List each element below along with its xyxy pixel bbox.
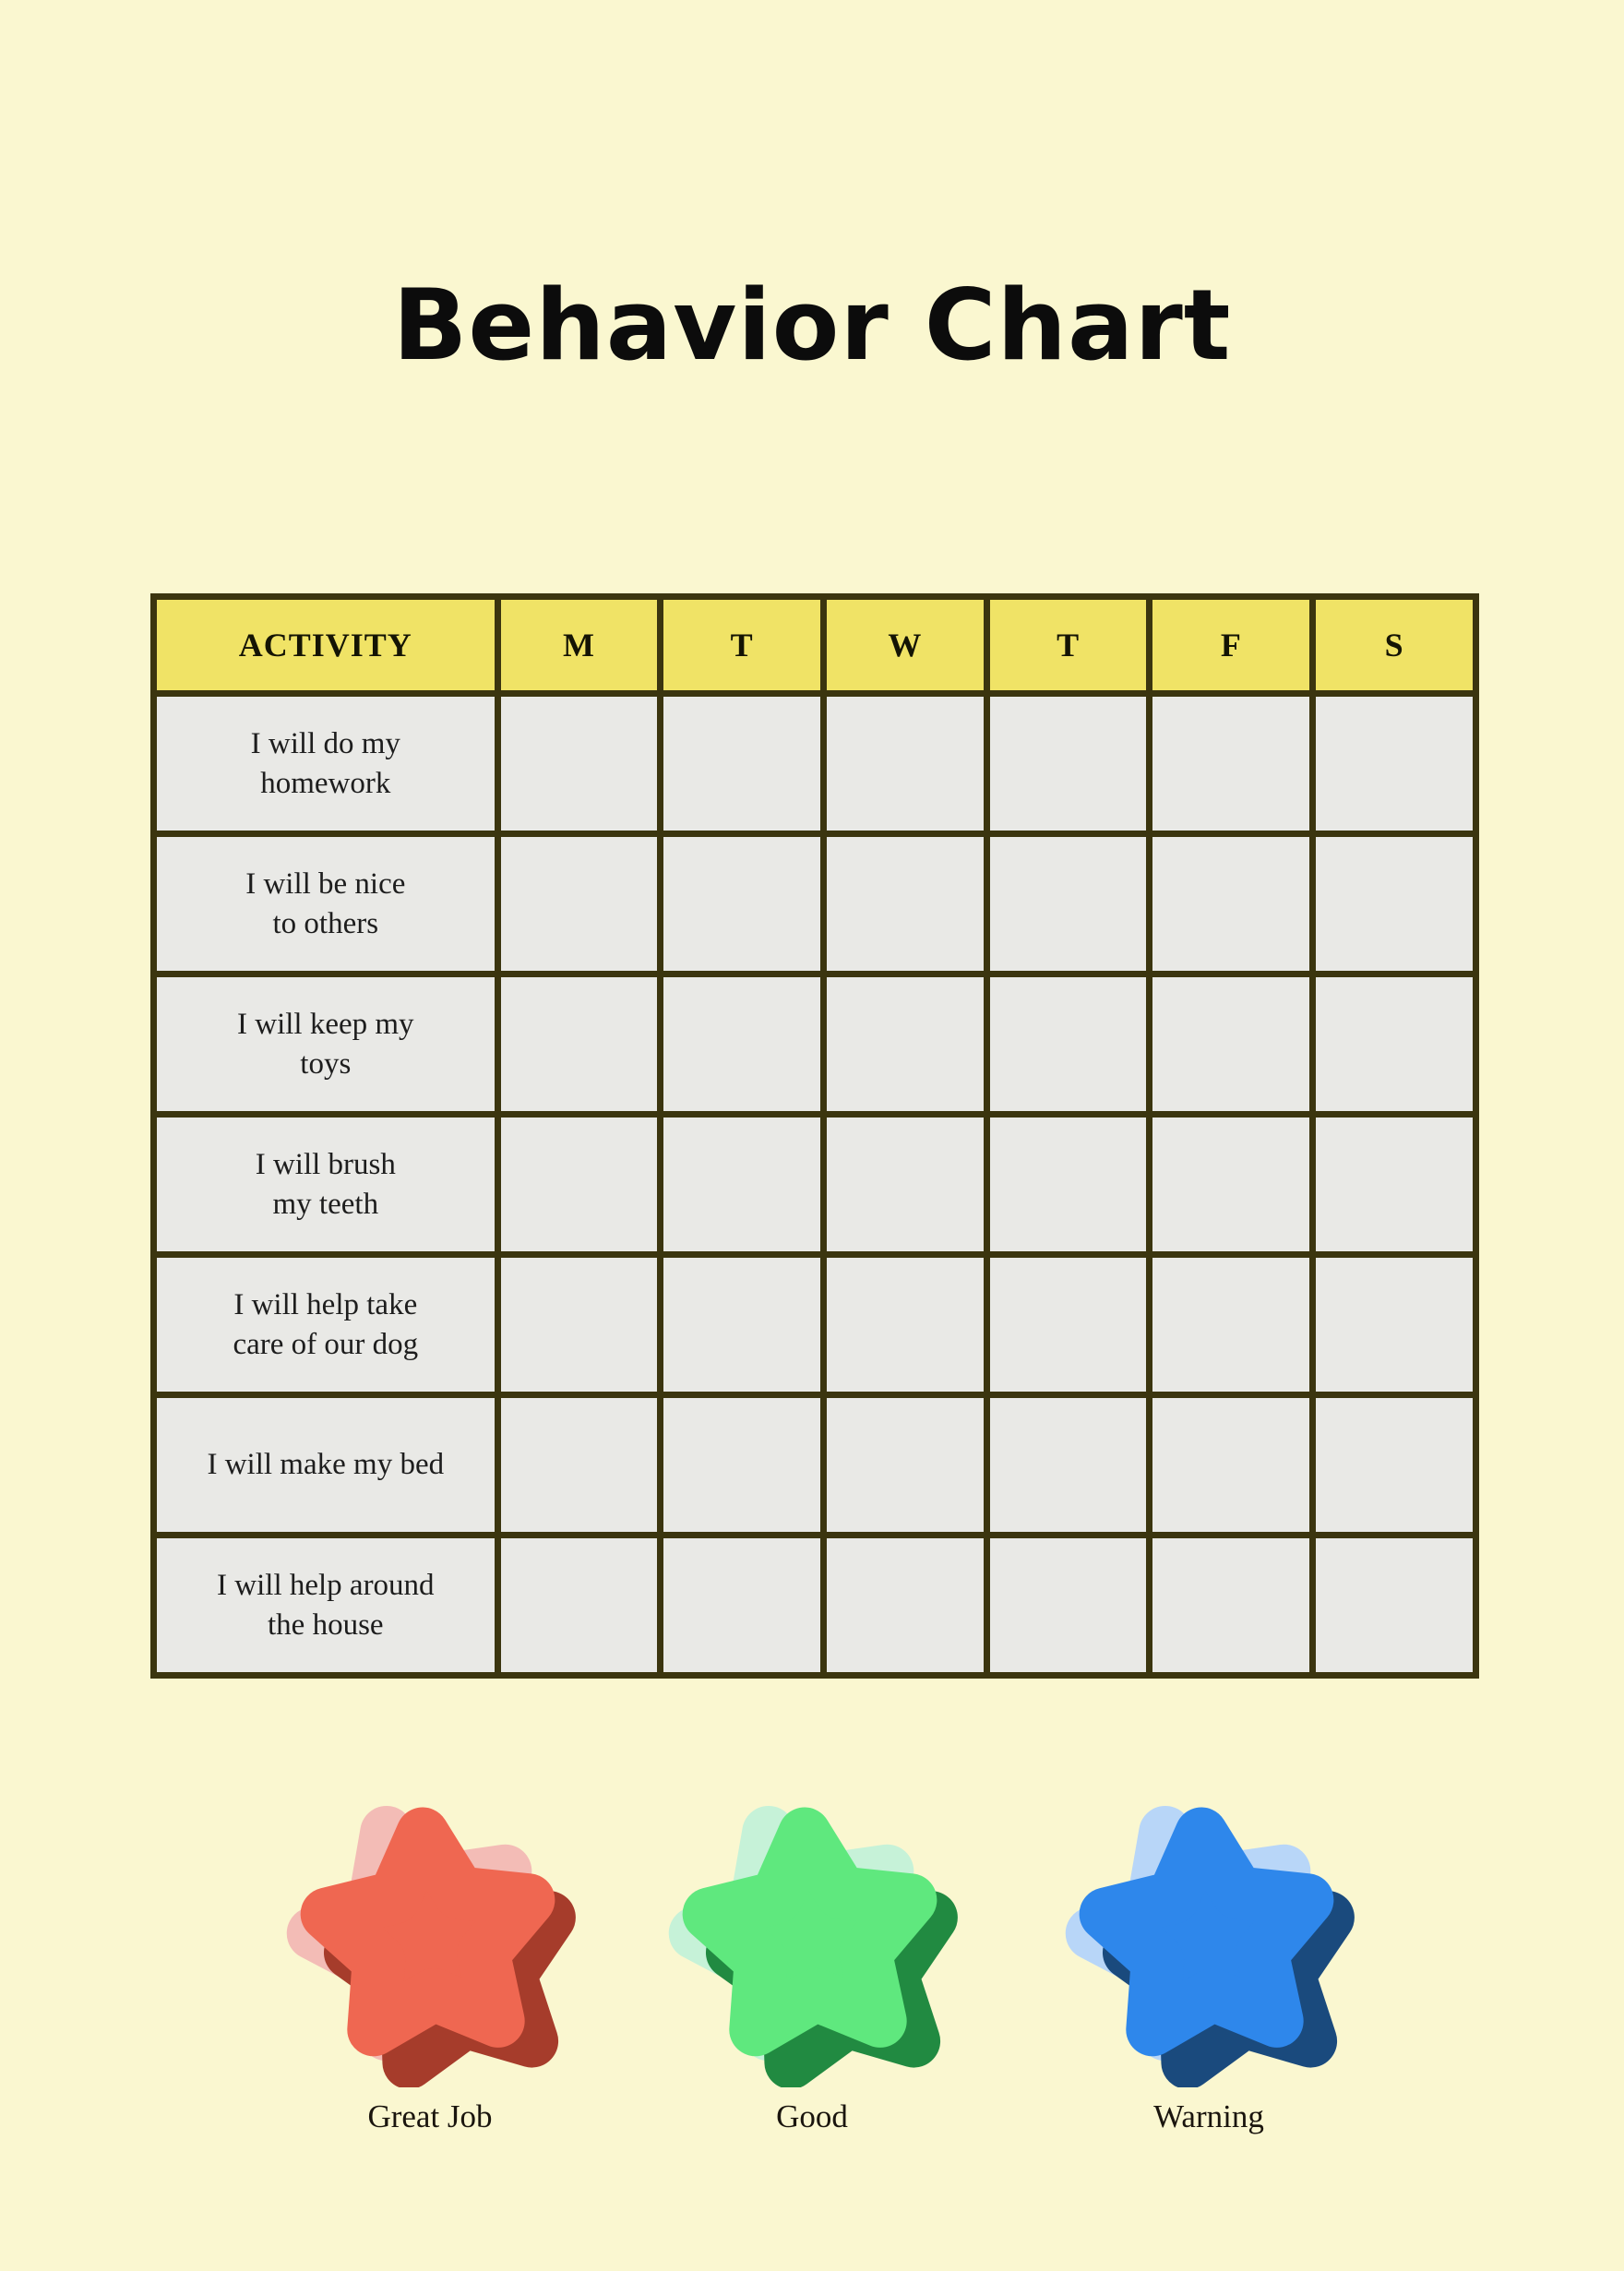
header-day-wednesday: W: [824, 597, 987, 694]
day-cell[interactable]: [661, 1536, 824, 1676]
day-cell[interactable]: [661, 834, 824, 974]
activity-label-cell: [154, 1115, 498, 1255]
activity-line: the house: [268, 1608, 384, 1642]
legend-item-warning: [1052, 1792, 1366, 2135]
day-cell[interactable]: [497, 1255, 661, 1395]
day-cell[interactable]: [824, 1255, 987, 1395]
table-row: [154, 1395, 1476, 1536]
header-day-tuesday: T: [661, 597, 824, 694]
activity-label-cell: [154, 1395, 498, 1536]
header-day-monday: M: [497, 597, 661, 694]
day-cell[interactable]: [1313, 1115, 1476, 1255]
table-row: [154, 1115, 1476, 1255]
day-cell[interactable]: [1150, 1115, 1313, 1255]
header-day-saturday: S: [1313, 597, 1476, 694]
legend-item-great-job: [273, 1792, 587, 2135]
day-cell[interactable]: [986, 694, 1150, 834]
legend-label: Warning: [1153, 2098, 1264, 2134]
activity-line: to others: [272, 906, 379, 940]
day-cell[interactable]: [1313, 834, 1476, 974]
day-cell[interactable]: [1150, 694, 1313, 834]
day-cell[interactable]: [497, 834, 661, 974]
activity-line: I will help around: [217, 1569, 435, 1603]
day-cell[interactable]: [661, 974, 824, 1115]
activity-line: care of our dog: [233, 1327, 419, 1361]
table-row: [154, 1536, 1476, 1676]
activity-line: I will brush: [255, 1148, 396, 1182]
day-cell[interactable]: [1150, 1255, 1313, 1395]
activity-label-cell: [154, 694, 498, 834]
activity-line: I will help take: [233, 1288, 418, 1322]
behavior-table: [150, 593, 1479, 1679]
activity-label-cell: [154, 834, 498, 974]
day-cell[interactable]: [986, 1255, 1150, 1395]
day-cell[interactable]: [661, 1115, 824, 1255]
legend-label: Good: [776, 2098, 848, 2134]
day-cell[interactable]: [497, 1395, 661, 1536]
day-cell[interactable]: [1150, 834, 1313, 974]
star-icon-great-job: [273, 1792, 587, 2087]
activity-label-cell: [154, 974, 498, 1115]
activity-label-cell: [154, 1255, 498, 1395]
star-icon-good: [655, 1792, 969, 2087]
activity-line: I will do my: [250, 727, 400, 761]
day-cell[interactable]: [497, 974, 661, 1115]
legend-label: Great Job: [367, 2098, 493, 2134]
day-cell[interactable]: [497, 1115, 661, 1255]
day-cell[interactable]: [1313, 694, 1476, 834]
activity-label-cell: [154, 1536, 498, 1676]
day-cell[interactable]: [986, 834, 1150, 974]
day-cell[interactable]: [1150, 1395, 1313, 1536]
day-cell[interactable]: [986, 974, 1150, 1115]
day-cell[interactable]: [986, 1395, 1150, 1536]
day-cell[interactable]: [497, 1536, 661, 1676]
table-row: [154, 1255, 1476, 1395]
day-cell[interactable]: [1150, 1536, 1313, 1676]
day-cell[interactable]: [1313, 1395, 1476, 1536]
activity-line: my teeth: [272, 1187, 379, 1221]
activity-line: homework: [260, 766, 391, 800]
page-title: Behavior Chart: [392, 269, 1232, 382]
day-cell[interactable]: [1313, 1255, 1476, 1395]
activity-line: I will be nice: [245, 867, 406, 902]
table-row: [154, 694, 1476, 834]
day-cell[interactable]: [824, 1115, 987, 1255]
day-cell[interactable]: [661, 694, 824, 834]
header-activity: ACTIVITY: [154, 597, 498, 694]
activity-line: I will make my bed: [207, 1448, 445, 1482]
day-cell[interactable]: [1313, 974, 1476, 1115]
activity-line: I will keep my: [237, 1008, 414, 1042]
day-cell[interactable]: [824, 1395, 987, 1536]
activity-line: toys: [300, 1046, 352, 1081]
day-cell[interactable]: [824, 974, 987, 1115]
header-day-friday: F: [1150, 597, 1313, 694]
day-cell[interactable]: [661, 1255, 824, 1395]
day-cell[interactable]: [986, 1115, 1150, 1255]
day-cell[interactable]: [1313, 1536, 1476, 1676]
star-icon-warning: [1052, 1792, 1366, 2087]
day-cell[interactable]: [497, 694, 661, 834]
day-cell[interactable]: [986, 1536, 1150, 1676]
day-cell[interactable]: [824, 694, 987, 834]
legend-item-good: [655, 1792, 969, 2135]
day-cell[interactable]: [824, 1536, 987, 1676]
table-row: [154, 974, 1476, 1115]
day-cell[interactable]: [1150, 974, 1313, 1115]
header-row: [154, 597, 1476, 694]
table-row: [154, 834, 1476, 974]
day-cell[interactable]: [661, 1395, 824, 1536]
day-cell[interactable]: [824, 834, 987, 974]
header-day-thursday: T: [986, 597, 1150, 694]
